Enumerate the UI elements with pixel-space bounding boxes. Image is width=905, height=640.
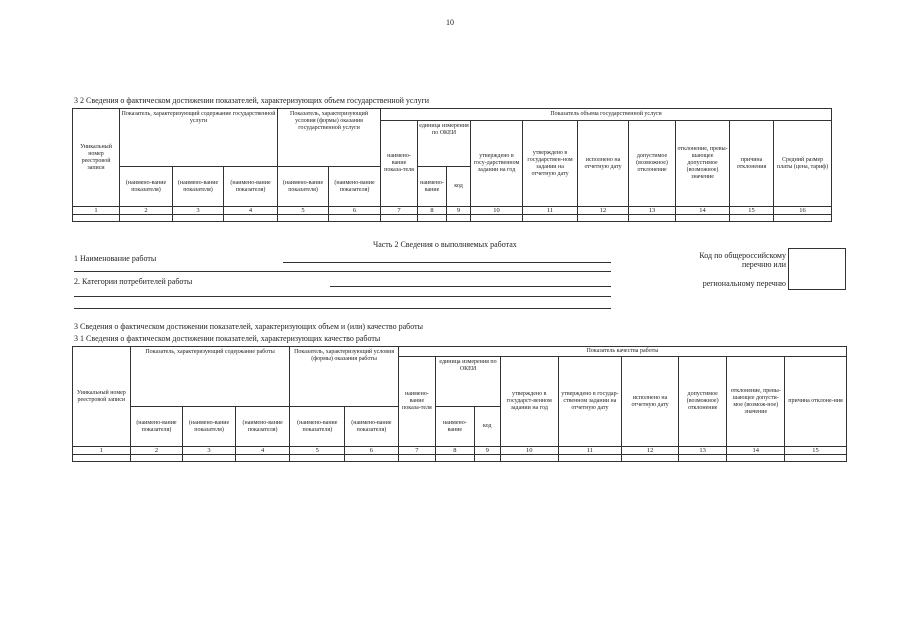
header-volume-indicator: Показатель объема государственной услуги [381,109,832,121]
column-number: 9 [474,447,500,455]
header-deviation-reason: причина отклоне-ния [785,357,847,447]
header-allowed-deviation: допустимое (возможное) отклонение [629,121,676,207]
volume-table-3-2 [72,108,832,222]
header-quality-indicator: Показатель качества работы [398,347,846,357]
subheader-3: (наимено-вание показателя) [224,167,278,207]
header-allowed-deviation: допустимое (возможное) отклонение [678,357,727,447]
column-number: 12 [578,207,629,215]
column-number: 2 [130,447,183,455]
table-cell [730,215,774,222]
subheader-4: (наимено-вание показателя) [278,167,329,207]
table-cell [398,455,435,462]
code-label-line-2: перечню или [741,260,786,269]
column-number: 1 [73,207,120,215]
part-2-title: Часть 2 Сведения о выполняемых работах [373,240,517,249]
work-name-line-2 [74,271,611,272]
subheader-unit-name: наимено-вание [436,407,474,447]
quality-table-3-1 [72,346,847,462]
page-number: 10 [446,18,454,27]
consumers-label: 2. Категории потребителей работы [74,277,193,286]
column-number: 10 [471,207,523,215]
header-unique-number: Уникальный номер реестровой записи [73,109,120,207]
table-cell [345,455,399,462]
subheader-1: (наимено-вание показателя) [130,407,183,447]
table-cell [774,215,832,222]
code-input-box[interactable] [788,248,846,290]
subheader-1: (наимено-вание показателя) [120,167,173,207]
column-number: 3 [173,207,224,215]
work-name-label: 1 Наименование работы [74,254,157,263]
column-number: 5 [278,207,329,215]
subheader-2: (наимено-вание показателя) [173,167,224,207]
table-cell [130,455,183,462]
column-number: 4 [224,207,278,215]
column-number: 6 [329,207,381,215]
table-cell [120,215,173,222]
header-indicator-name: наимено-вание показа-теля [398,357,435,447]
column-number: 3 [183,447,236,455]
column-number: 13 [629,207,676,215]
subheader-3: (наимено-вание показателя) [235,407,290,447]
header-content-indicator: Показатель, характеризующий содержание государственной услуги [120,109,278,167]
section-3-heading: 3 Сведения о фактическом достижении показателей, характеризующих объем и (или) качество работы [74,322,423,331]
header-excess-deviation: отклонение, превы-шающее допустимое (возможное) значение [676,121,730,207]
header-approved-period: утверждено в государствен-ном задании на отчетную дату [523,121,578,207]
column-number: 14 [727,447,785,455]
work-name-line [283,262,611,263]
table-cell [418,215,447,222]
column-number: 7 [398,447,435,455]
code-label-line-3: региональному перечню [702,279,786,288]
header-condition-indicator: Показатель, характеризующий условия (формы) оказания государственной услуги [278,109,381,167]
column-number: 15 [785,447,847,455]
header-approved-year: утверждено в госу-дарственном задании на год [471,121,523,207]
table-cell [676,215,730,222]
subheader-unit-name: наимено-вание [418,167,447,207]
column-number: 11 [523,207,578,215]
table-cell [73,215,120,222]
table-cell [523,215,578,222]
subheader-4: (наимено-вание показателя) [290,407,345,447]
table-cell [73,455,131,462]
column-number: 14 [676,207,730,215]
header-done: исполнено на отчетную дату [622,357,679,447]
table-cell [290,455,345,462]
column-number: 8 [418,207,447,215]
table-cell [678,455,727,462]
header-condition-indicator: Показатель, характеризующий условия (формы) оказания работы [290,347,398,407]
code-label [668,251,786,269]
table-cell [224,215,278,222]
column-number: 10 [500,447,558,455]
table-cell [278,215,329,222]
column-number: 4 [235,447,290,455]
table-cell [381,215,418,222]
header-unit-okei: единица измерения по ОКЕИ [436,357,501,407]
header-deviation-reason: причина отклонения [730,121,774,207]
header-done: исполнено на отчетную дату [578,121,629,207]
subheader-2: (наимено-вание показателя) [183,407,236,447]
column-number: 15 [730,207,774,215]
section-3-1-heading: 3 1 Сведения о фактическом достижении показателей, характеризующих качество работы [74,334,381,343]
header-excess-deviation: отклонение, превы-шающее допусти-мое (возмож-ное) значение [727,357,785,447]
column-number: 1 [73,447,131,455]
table-cell [558,455,622,462]
table-cell [436,455,474,462]
column-number: 6 [345,447,399,455]
header-unique-number: Уникальный номер реестровой записи [73,347,131,447]
header-content-indicator: Показатель, характеризующий содержание работы [130,347,290,407]
subheader-unit-code: код [447,167,471,207]
subheader-5: (наимено-вание показателя) [345,407,399,447]
column-number: 11 [558,447,622,455]
header-approved-period: утверждено в государ-ственном задании на отчетную дату [558,357,622,447]
table-cell [447,215,471,222]
column-number: 12 [622,447,679,455]
table-cell [622,455,679,462]
column-number: 2 [120,207,173,215]
table-cell [235,455,290,462]
column-number: 5 [290,447,345,455]
table-cell [471,215,523,222]
table-cell [329,215,381,222]
code-label-line-1: Код по общероссийскому [699,251,786,260]
consumers-line-3 [74,308,611,309]
subheader-5: (наимено-вание показателя) [329,167,381,207]
consumers-line-2 [74,296,611,297]
table-cell [173,215,224,222]
subheader-unit-code: код [474,407,500,447]
table-cell [183,455,236,462]
header-unit-okei: единица измерения по ОКЕИ [418,121,471,167]
table-cell [629,215,676,222]
column-number: 7 [381,207,418,215]
header-indicator-name: наимено-вание показа-теля [381,121,418,207]
table-cell [500,455,558,462]
consumers-line [330,286,611,287]
table-cell [785,455,847,462]
table-cell [727,455,785,462]
header-average-price: Средний размер платы (цена, тариф) [774,121,832,207]
column-number: 9 [447,207,471,215]
column-number: 16 [774,207,832,215]
table-cell [474,455,500,462]
header-approved-year: утверждено в государст-венном задании на год [500,357,558,447]
column-number: 13 [678,447,727,455]
table-cell [578,215,629,222]
section-3-2-heading: 3 2 Сведения о фактическом достижении показателей, характеризующих объем государственной услуги [74,96,430,105]
column-number: 8 [436,447,474,455]
